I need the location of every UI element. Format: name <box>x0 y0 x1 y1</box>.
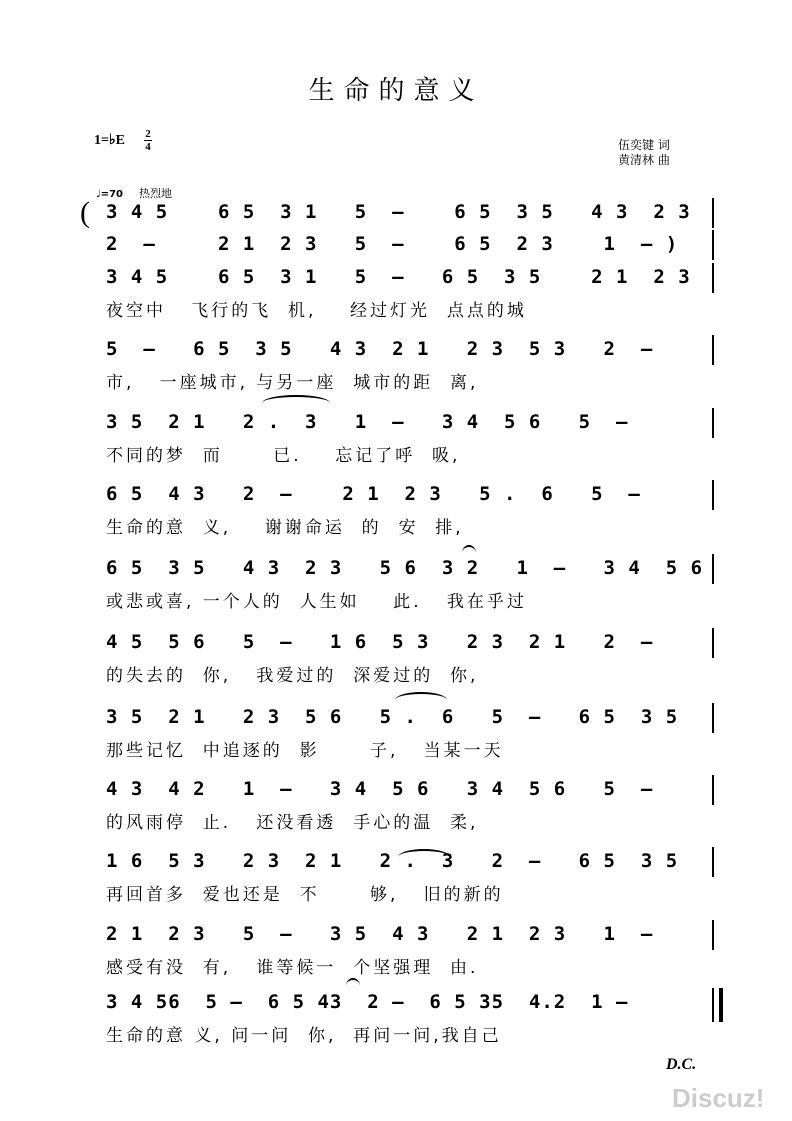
lyrics-row: 再回首多 爱也还是 不 够, 旧的新的 <box>106 885 504 905</box>
bar-line <box>712 847 714 877</box>
bar-line <box>712 230 714 260</box>
lyricist: 伍奕键 词 <box>618 138 670 152</box>
notation-row: 3 4 56 5 – 6 5 43 2 – 6 5 35 4.2 1 – <box>106 991 629 1013</box>
notation-row: 3 4 5 6 5 3 1 5 – 6 5 3 5 2 1 2 3 <box>106 266 691 288</box>
lyrics-row: 的失去的 你, 我爱过的 深爱过的 你, <box>106 666 479 686</box>
notation-row: 4 3 4 2 1 – 3 4 5 6 3 4 5 6 5 – <box>106 778 654 800</box>
bar-line <box>712 554 714 584</box>
slur <box>398 849 450 865</box>
notation-row: 6 5 3 5 4 3 2 3 5 6 3 2 1 – 3 4 5 6 <box>106 557 704 579</box>
bar-line <box>712 920 714 950</box>
notation-row: 2 – 2 1 2 3 5 – 6 5 2 3 1 – ) <box>106 233 679 255</box>
bar-line <box>712 408 714 438</box>
lyrics-row: 生命的意 义, 问一问 你, 再问一问,我自己 <box>106 1026 502 1046</box>
dc-marking: D.C. <box>666 1056 697 1073</box>
time-signature: 2 4 <box>145 128 151 153</box>
composer: 黄清林 曲 <box>618 153 670 167</box>
repeat-paren: ( <box>80 196 90 229</box>
lyrics-row: 生命的意 义, 谢谢命运 的 安 排, <box>106 518 464 538</box>
notation-row: 4 5 5 6 5 – 1 6 5 3 2 3 2 1 2 – <box>106 631 654 653</box>
bar-line <box>712 198 714 228</box>
lyrics-row: 的风雨停 止. 还没看透 手心的温 柔, <box>106 813 479 833</box>
lyrics-row: 或悲或喜, 一个人的 人生如 此. 我在乎过 <box>106 592 527 612</box>
key-signature: 1=♭E <box>94 133 125 148</box>
slur <box>346 978 360 994</box>
lyrics-row: 市, 一座城市, 与另一座 城市的距 离, <box>106 373 479 393</box>
notation-row: 3 5 2 1 2 . 3 1 – 3 4 5 6 5 – <box>106 411 629 433</box>
slur <box>262 395 330 411</box>
tempo-marking: ♩=70 热烈地 <box>96 187 173 200</box>
bar-line <box>712 628 714 658</box>
bar-line <box>712 335 714 365</box>
bar-line <box>712 263 714 293</box>
notation-row: 2 1 2 3 5 – 3 5 4 3 2 1 2 3 1 – <box>106 923 654 945</box>
notation-row: 6 5 4 3 2 – 2 1 2 3 5 . 6 5 – <box>106 483 641 505</box>
slur <box>462 545 476 561</box>
lyrics-row: 夜空中 飞行的飞 机, 经过灯光 点点的城 <box>106 301 527 321</box>
lyrics-row: 那些记忆 中追逐的 影 子, 当某一天 <box>106 741 504 761</box>
watermark: Discuz! <box>672 1083 765 1113</box>
bar-line <box>712 703 714 733</box>
notation-row: 5 – 6 5 3 5 4 3 2 1 2 3 5 3 2 – <box>106 338 654 360</box>
bar-line <box>712 480 714 510</box>
lyrics-row: 感受有没 有, 谁等候一 个坚强理 由. <box>106 958 479 978</box>
bar-line <box>712 988 723 1022</box>
slur <box>395 692 447 708</box>
notation-row: 3 5 2 1 2 3 5 6 5 . 6 5 – 6 5 3 5 <box>106 706 679 728</box>
credits <box>618 138 670 168</box>
bar-line <box>712 775 714 805</box>
song-title: 生命的意义 <box>308 76 484 106</box>
notation-row: 3 4 5 6 5 3 1 5 – 6 5 3 5 4 3 2 3 <box>106 201 691 223</box>
notation-row: 1 6 5 3 2 3 2 1 2 . 3 2 – 6 5 3 5 <box>106 850 679 872</box>
lyrics-row: 不同的梦 而 已. 忘记了呼 吸, <box>106 446 461 466</box>
